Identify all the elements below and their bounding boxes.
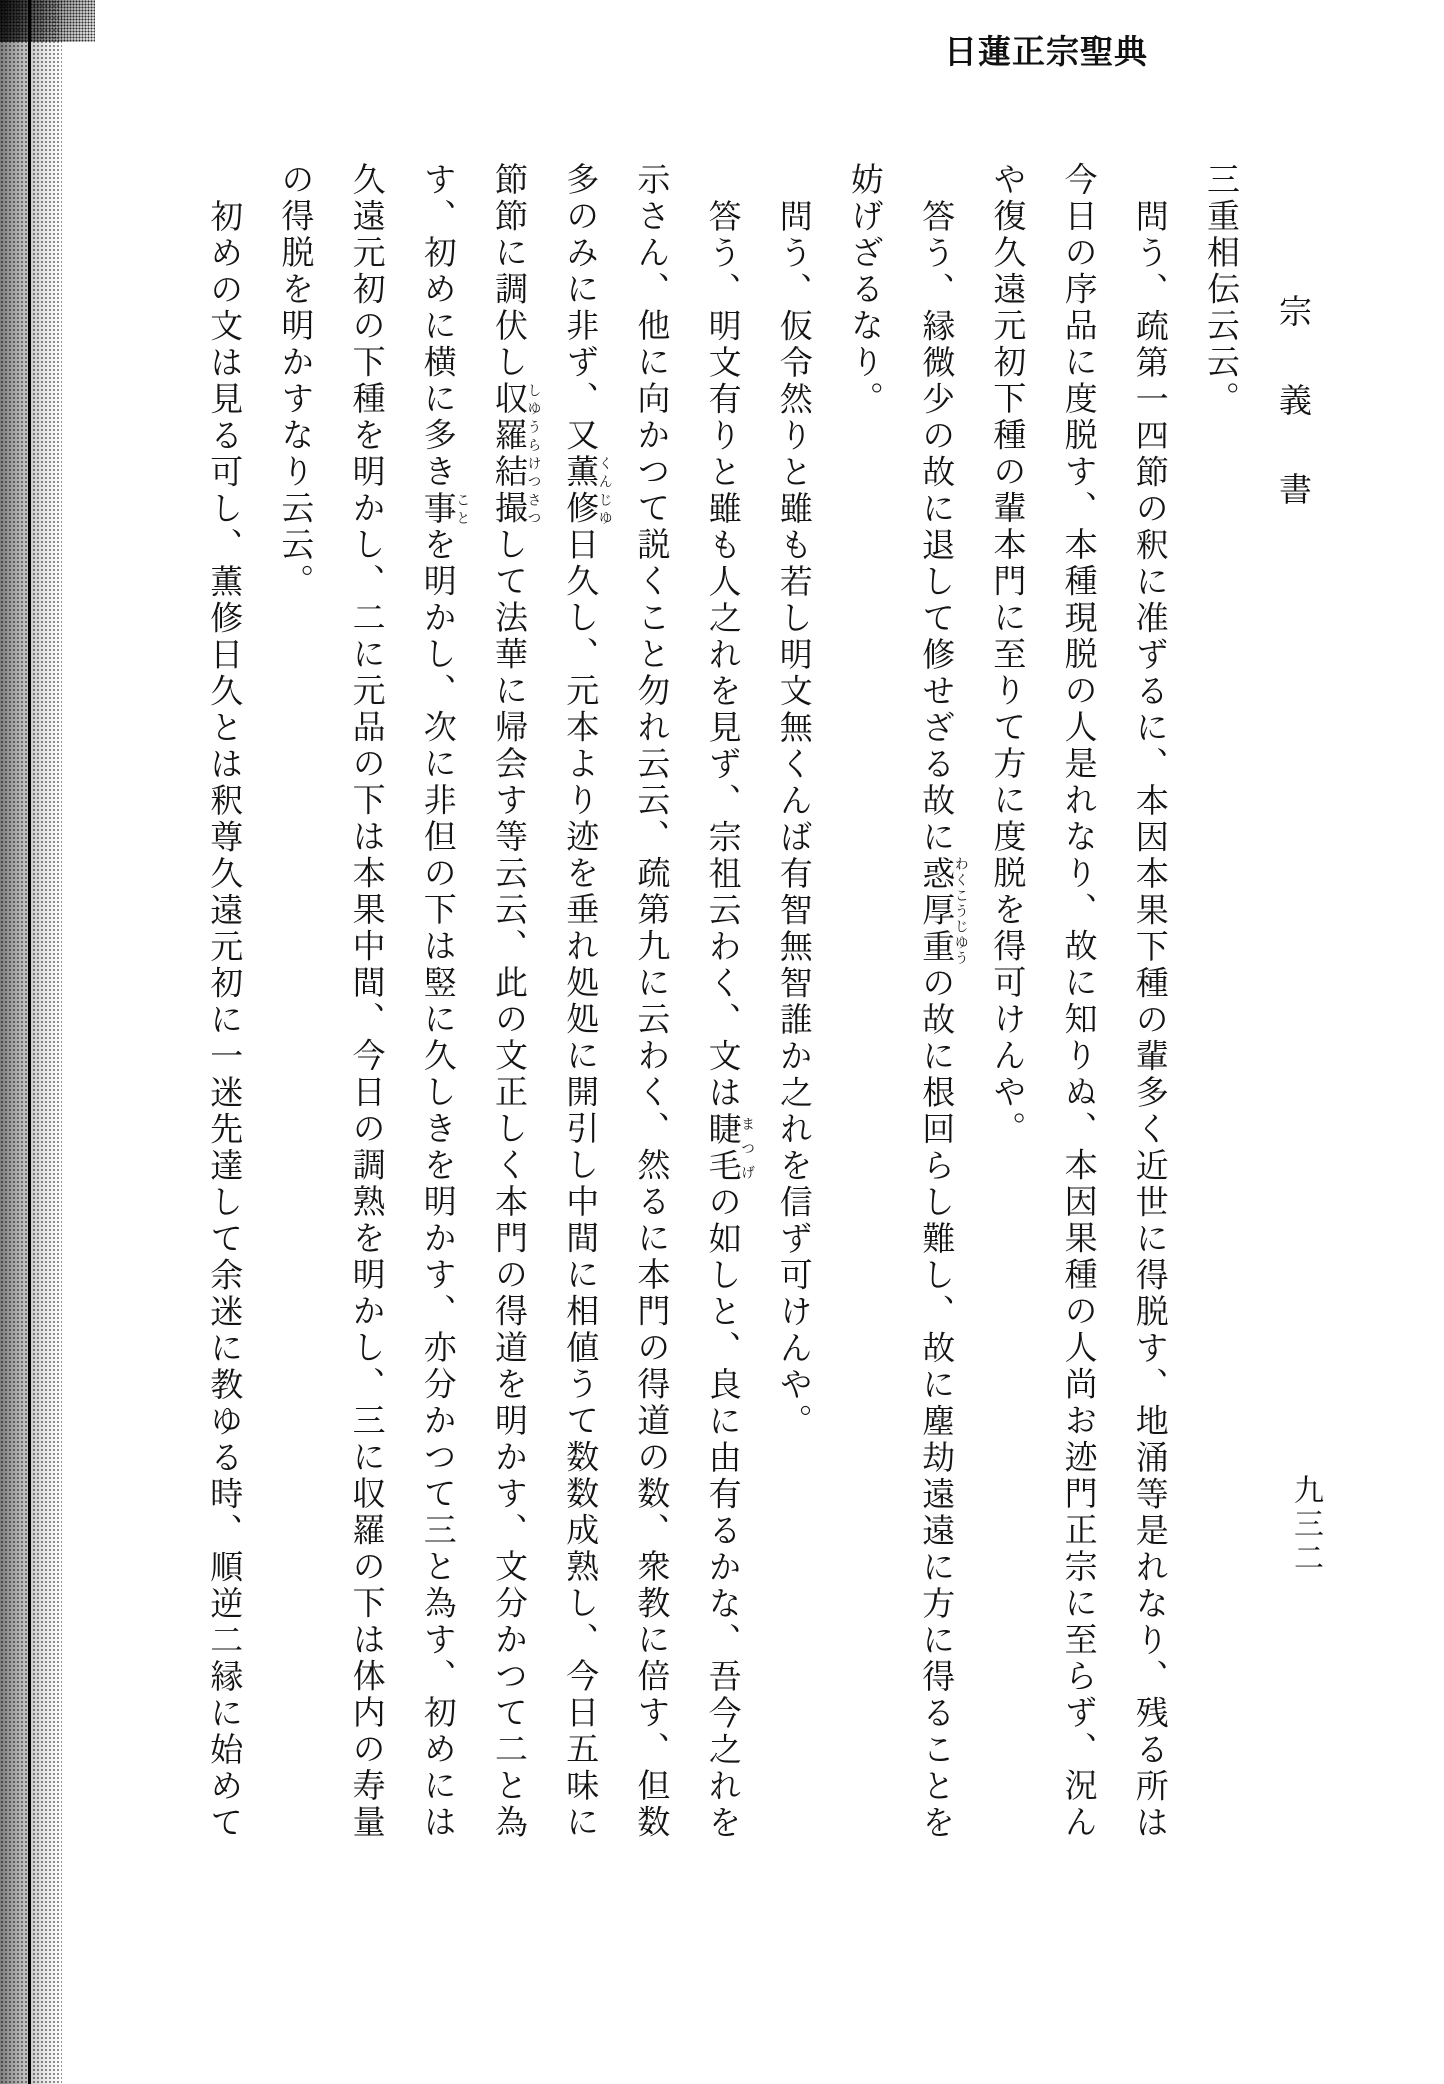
text-column: や復久遠元初下種の輩本門に至りて方に度脱を得可けんや。 — [988, 162, 1028, 1148]
text-column: 節節に調伏し収羅結撮しゆうらけつさつして法華に帰会す等云云、此の文正しく本門の得道を明かす、文分かつて二と為 — [490, 162, 542, 1841]
ruby-annotated-word: 収羅結撮しゆうらけつさつ — [490, 381, 542, 527]
ruby-annotated-word: 惑厚重わくこうじゆう — [917, 856, 969, 966]
text-column: 多のみに非ず、又薫修くんじゆ日久し、元本より迹を垂れ処処に開引し中間に相値うて数数成熟し、今日五味に — [561, 162, 613, 1841]
text-column: 問う、疏第一四節の釈に准ずるに、本因本果下種の輩多く近世に得脱す、地涌等是れなり、残る所は — [1130, 199, 1170, 1842]
running-title: 日蓮正宗聖典 — [944, 32, 1148, 71]
text-column: 久遠元初の下種を明かし、二に元品の下は本果中間、今日の調熟を明かし、三に収羅の下は体内の寿量 — [347, 162, 387, 1841]
text-column: 初めの文は見る可し、薫修日久とは釈尊久遠元初に一迷先達して余迷に教ゆる時、順逆二縁に始めて — [205, 199, 245, 1842]
text-column: の得脱を明かすなり云云。 — [276, 162, 316, 600]
text-column: す、初めに横に多き事ことを明かし、次に非但の下は竪に久しきを明かす、亦分かつて三と為す、初めには — [418, 162, 471, 1841]
page-number: 九三二 — [1288, 1474, 1323, 1576]
section-header: 宗義書 — [1274, 294, 1313, 561]
text-column: 示さん、他に向かつて説くこと勿れ云云、疏第九に云わく、然るに本門の得道の数、衆教に倍す、但数 — [632, 162, 672, 1841]
text-column: 妨げざるなり。 — [846, 162, 885, 418]
ruby-annotated-word: 薫修くんじゆ — [561, 454, 613, 527]
ruby-annotated-word: 睫毛まつげ — [703, 1111, 756, 1185]
ruby-annotated-word: 事こと — [418, 490, 471, 527]
text-column: 答う、明文有りと雖も人之れを見ず、宗祖云わく、文は睫毛まつげの如しと、良に由有るかな、吾今之れを — [703, 199, 756, 1842]
text-column: 今日の序品に度脱す、本種現脱の人是れなり、故に知りぬ、本因果種の人尚お迹門正宗に至らず、況ん — [1059, 162, 1099, 1841]
text-column: 問う、仮令然りと雖も若し明文無くんば有智無智誰か之れを信ず可けんや。 — [774, 199, 814, 1440]
text-column: 答う、縁微少の故に退して修せざる故に惑厚重わくこうじゆうの故に根回らし難し、故に塵劫遠遠に方に得ることを — [917, 199, 969, 1842]
text-column: 三重相伝云云。 — [1202, 162, 1241, 418]
